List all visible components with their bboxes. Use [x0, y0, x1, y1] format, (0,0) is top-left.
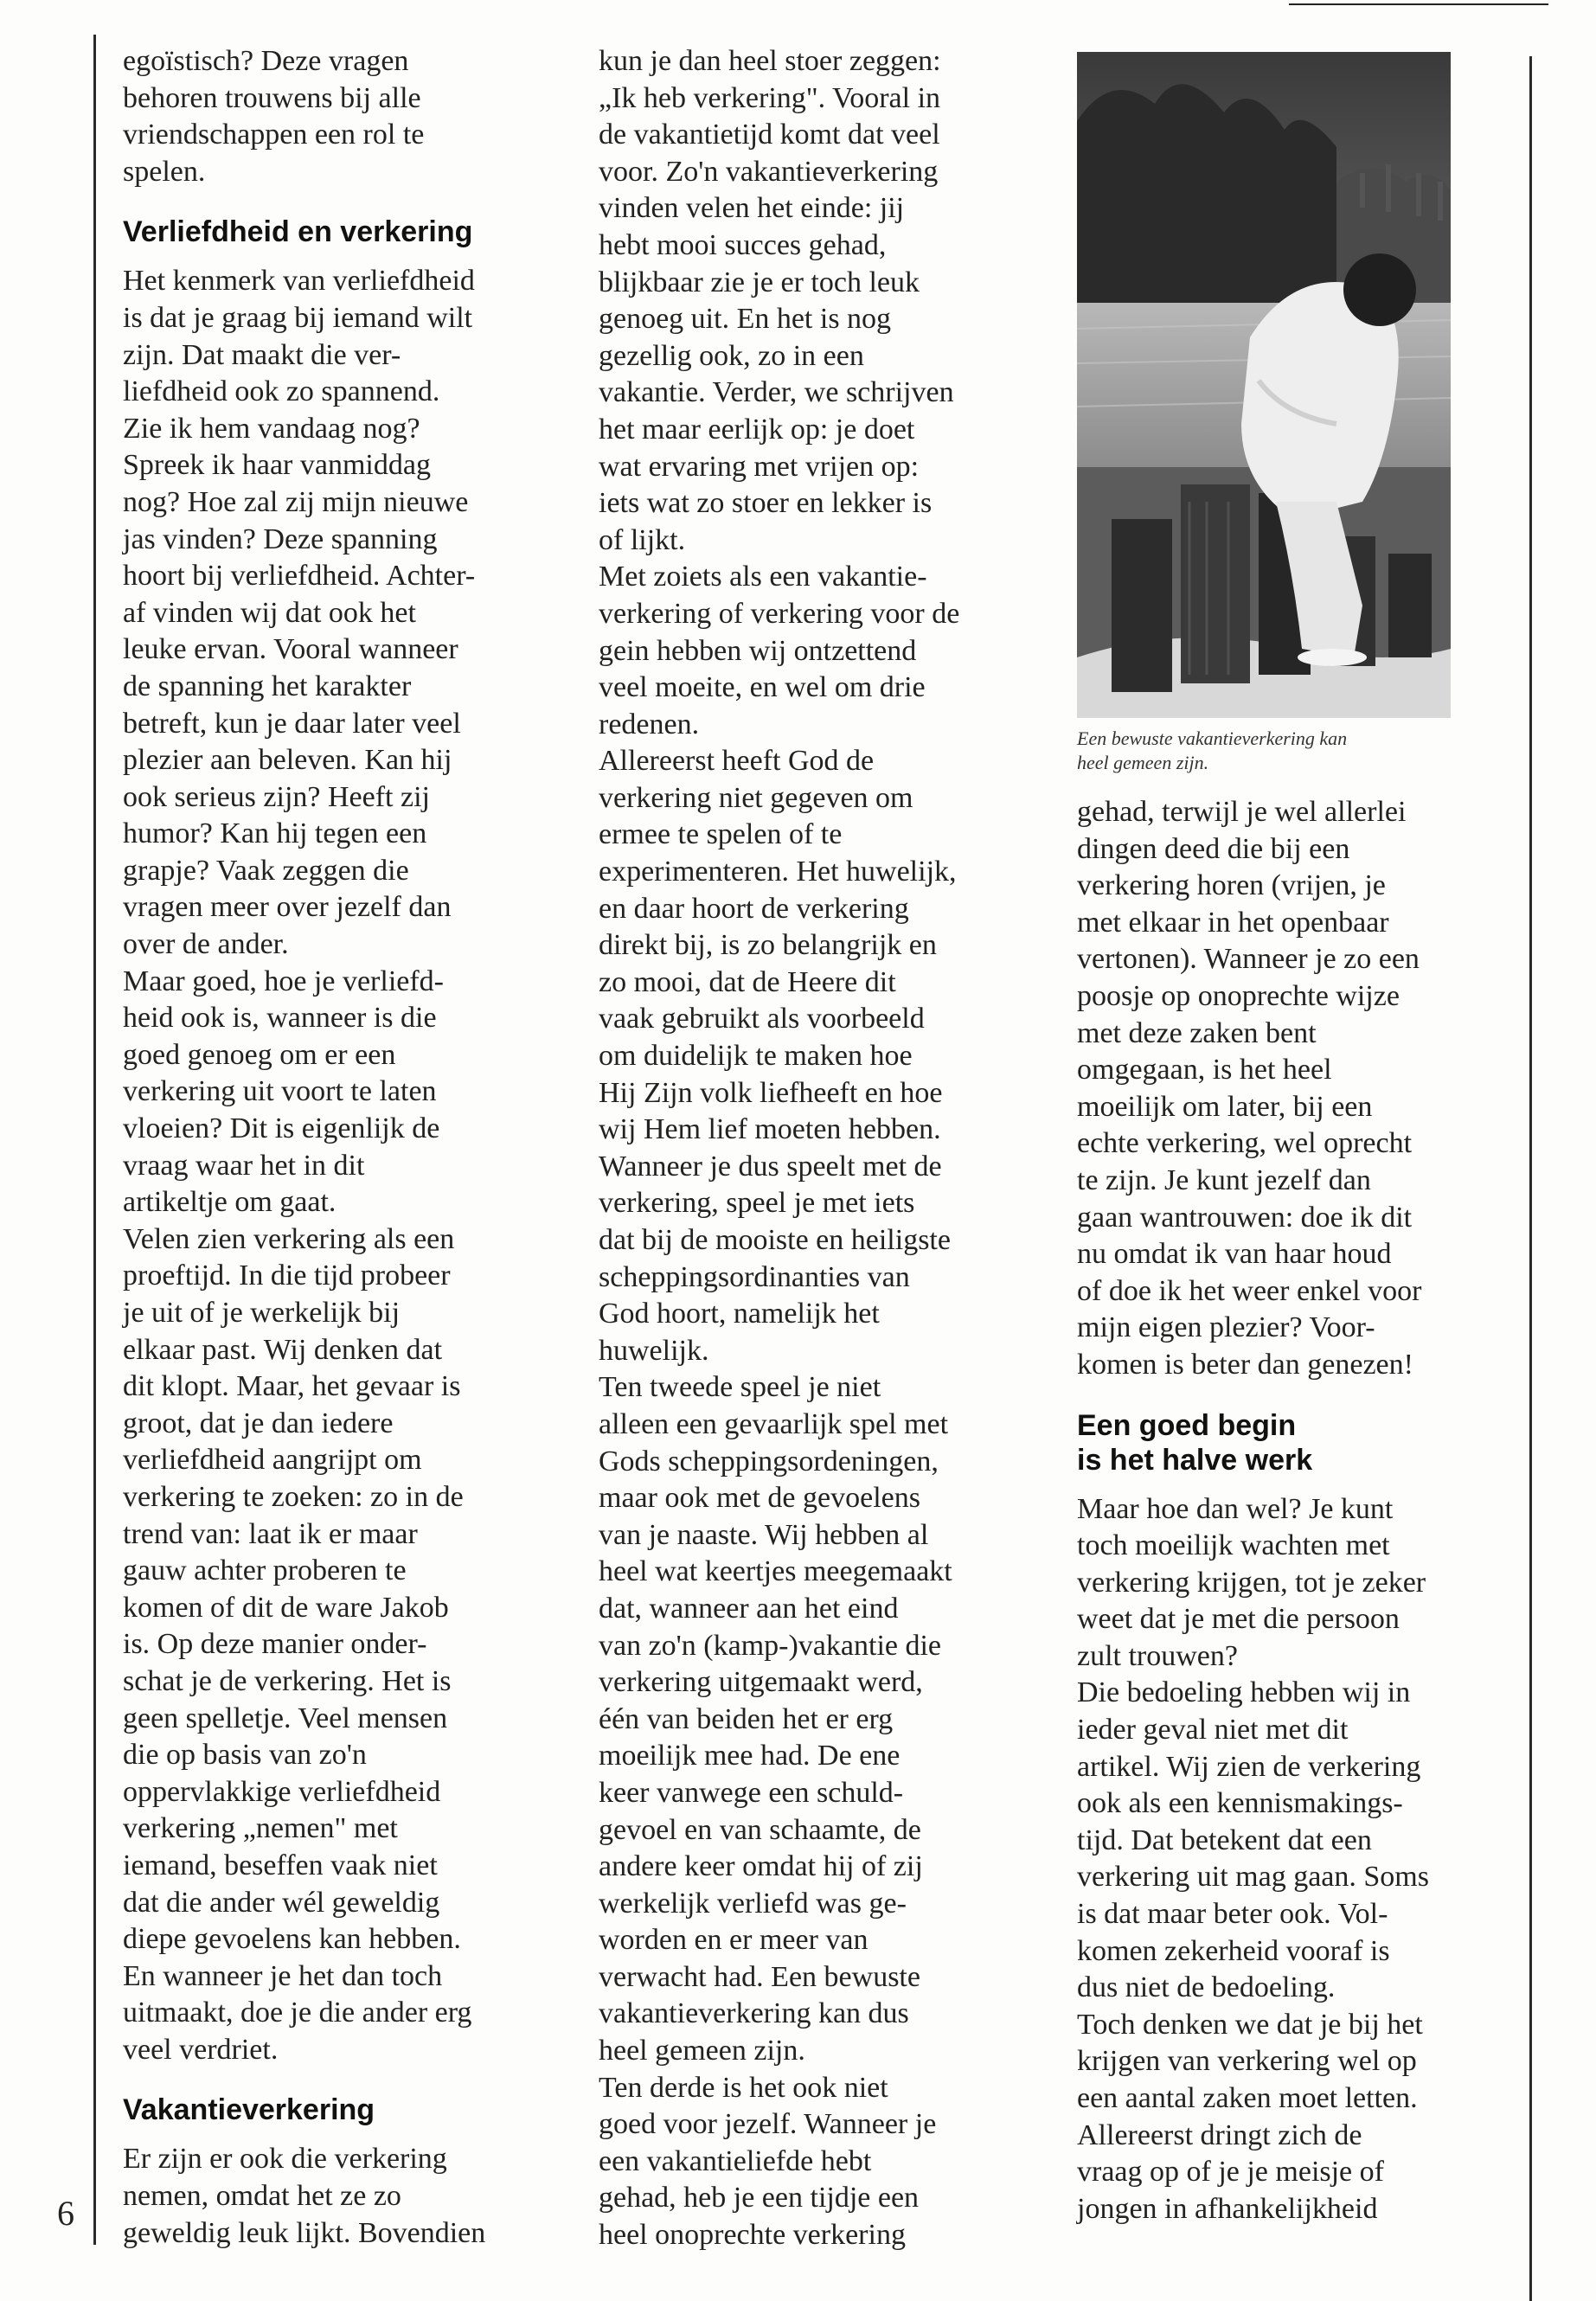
paragraph: Ten derde is het ook niet goed voor jezelf. Wanneer je een vakantieliefde hebt gehad, heb je een tijdje een heel onoprechte verkering: [599, 2071, 937, 2252]
column-3: [1077, 52, 1527, 2227]
column-1: [123, 43, 555, 2252]
paragraph: Het kenmerk van verliefdheid is dat je graag bij iemand wilt zijn. Dat maakt die ver- liefdheid ook zo spannend. Zie ik hem vandaag nog? Spreek ik haar vanmiddag nog? Hoe zal zij mijn nieuwe jas vinden? Deze spanning hoort bij verliefdheid. Achter- af vinden wij dat ook het leuke ervan. Vooral wanneer de spanning het karakter betreft, kun je daar later veel plezier aan beleven. Kan hij ook serieus zijn? Heeft zij humor? Kan hij tegen een grapje? Vaak zeggen die vragen meer over jezelf dan over de ander.: [123, 265, 476, 961]
page-number: 6: [57, 2194, 74, 2233]
photo-caption: Een bewuste vakantieverkering kan heel gemeen zijn.: [1077, 727, 1348, 773]
photo-person-sitting-by-water: [1077, 52, 1451, 718]
paragraph: kun je dan heel stoer zeggen: „Ik heb verkering". Vooral in de vakantietijd komt dat veel voor. Zo'n vakantieverkering vinden velen het einde: jij hebt mooi succes gehad, blijkbaar zie je er toch leuk genoeg uit. En het is nog gezellig ook, zo in een vakantie. Verder, we schrijven het maar eerlijk op: je doet wat ervaring met vrijen op: iets wat zo stoer en lekker is of lijkt.: [599, 45, 954, 556]
paragraph: Die bedoeling hebben wij in ieder geval niet met dit artikel. Wij zien de verkering ook als een kennismakings- tijd. Dat betekent dat een verkering uit mag gaan. Soms is dat maar beter ook. Vol- komen zekerheid vooraf is dus niet de bedoeling.: [1077, 1676, 1429, 2004]
paragraph: Ten tweede speel je niet alleen een gevaarlijk spel met Gods scheppingsordeningen, maar ook met de gevoelens van je naaste. Wij hebben al heel wat keertjes meegemaakt dat, wanneer aan het eind van zo'n (kamp-)vakantie die verkering uitgemaakt werd, één van beiden het er erg moeilijk mee had. De ene keer vanwege een schuld- gevoel en van schaamte, de andere keer omdat hij of zij werkelijk verliefd was ge- worden en er meer van verwacht had. Een bewuste vakantieverkering kan dus heel gemeen zijn.: [599, 1371, 952, 2067]
paragraph: Allereerst heeft God de verkering niet gegeven om ermee te spelen of te experimenteren. Het huwelijk, en daar hoort de verkering direkt bij, is zo belangrijk en zo mooi, dat de Heere dit vaak gebruikt als voorbeeld om duidelijk te maken hoe Hij Zijn volk liefheeft en hoe wij Hem lief moeten hebben. Wanneer je dus speelt met de verkering, speel je met iets dat bij de mooiste en heiligste scheppingsordinanties van God hoort, namelijk het huwelijk.: [599, 745, 957, 1367]
column-rule-right: [1529, 56, 1532, 2301]
section-heading: Een goed begin is het halve werk: [1077, 1408, 1313, 1477]
section-heading: Vakantieverkering: [123, 2093, 375, 2127]
paragraph: Toch denken we dat je bij het krijgen van verkering wel op een aantal zaken moet letten. Allereerst dringt zich de vraag op of je je meisje of jongen in afhankelijkheid: [1077, 2008, 1423, 2225]
paragraph: egoïstisch? Deze vragen behoren trouwens bij alle vriendschappen een rol te spelen.: [123, 45, 425, 188]
paragraph: Velen zien verkering als een proeftijd. In die tijd probeer je uit of je werkelijk bij elkaar past. Wij denken dat dit klopt. Maar, het gevaar is groot, dat je dan iedere verliefdheid aangrijpt om verkering te zoeken: zo in de trend van: laat ik er maar gauw achter proberen te komen of dit de ware Jakob is. Op deze manier onder- schat je de verkering. Het is geen spelletje. Veel mensen die op basis van zo'n oppervlakkige verliefdheid verkering „nemen" met iemand, beseffen vaak niet dat die ander wél geweldig diepe gevoelens kan hebben. En wanneer je het dan toch uitmaakt, doe je die ander erg veel verdriet.: [123, 1222, 472, 2066]
paragraph: gehad, terwijl je wel allerlei dingen deed die bij een verkering horen (vrijen, je met elkaar in het openbaar vertonen). Wanneer je zo een poosje op onoprechte wijze met deze zaken bent omgegaan, is het heel moeilijk om later, bij een echte verkering, wel oprecht te zijn. Je kunt jezelf dan gaan wantrouwen: doe ik dit nu omdat ik van haar houd of doe ik het weer enkel voor mijn eigen plezier? Voor- komen is beter dan genezen!: [1077, 796, 1422, 1381]
paragraph: Maar hoe dan wel? Je kunt toch moeilijk wachten met verkering krijgen, tot je zeker weet dat je met die persoon zult trouwen?: [1077, 1492, 1426, 1672]
section-heading: Verliefdheid en verkering: [123, 215, 473, 249]
top-rule: [1289, 3, 1548, 5]
column-2: [599, 43, 1048, 2254]
column-rule-left: [93, 35, 96, 2245]
paragraph: Met zoiets als een vakantie- verkering of verkering voor de gein hebben wij ontzettend veel moeite, en wel om drie redenen.: [599, 561, 960, 740]
paragraph: Er zijn er ook die verkering nemen, omdat het ze zo geweldig leuk lijkt. Bovendien: [123, 2143, 486, 2249]
paragraph: Maar goed, hoe je verliefd- heid ook is, wanneer is die goed genoeg om er een verkering uit voort te laten vloeien? Dit is eigenlijk de vraag waar het in dit artikeltje om gaat.: [123, 965, 444, 1219]
